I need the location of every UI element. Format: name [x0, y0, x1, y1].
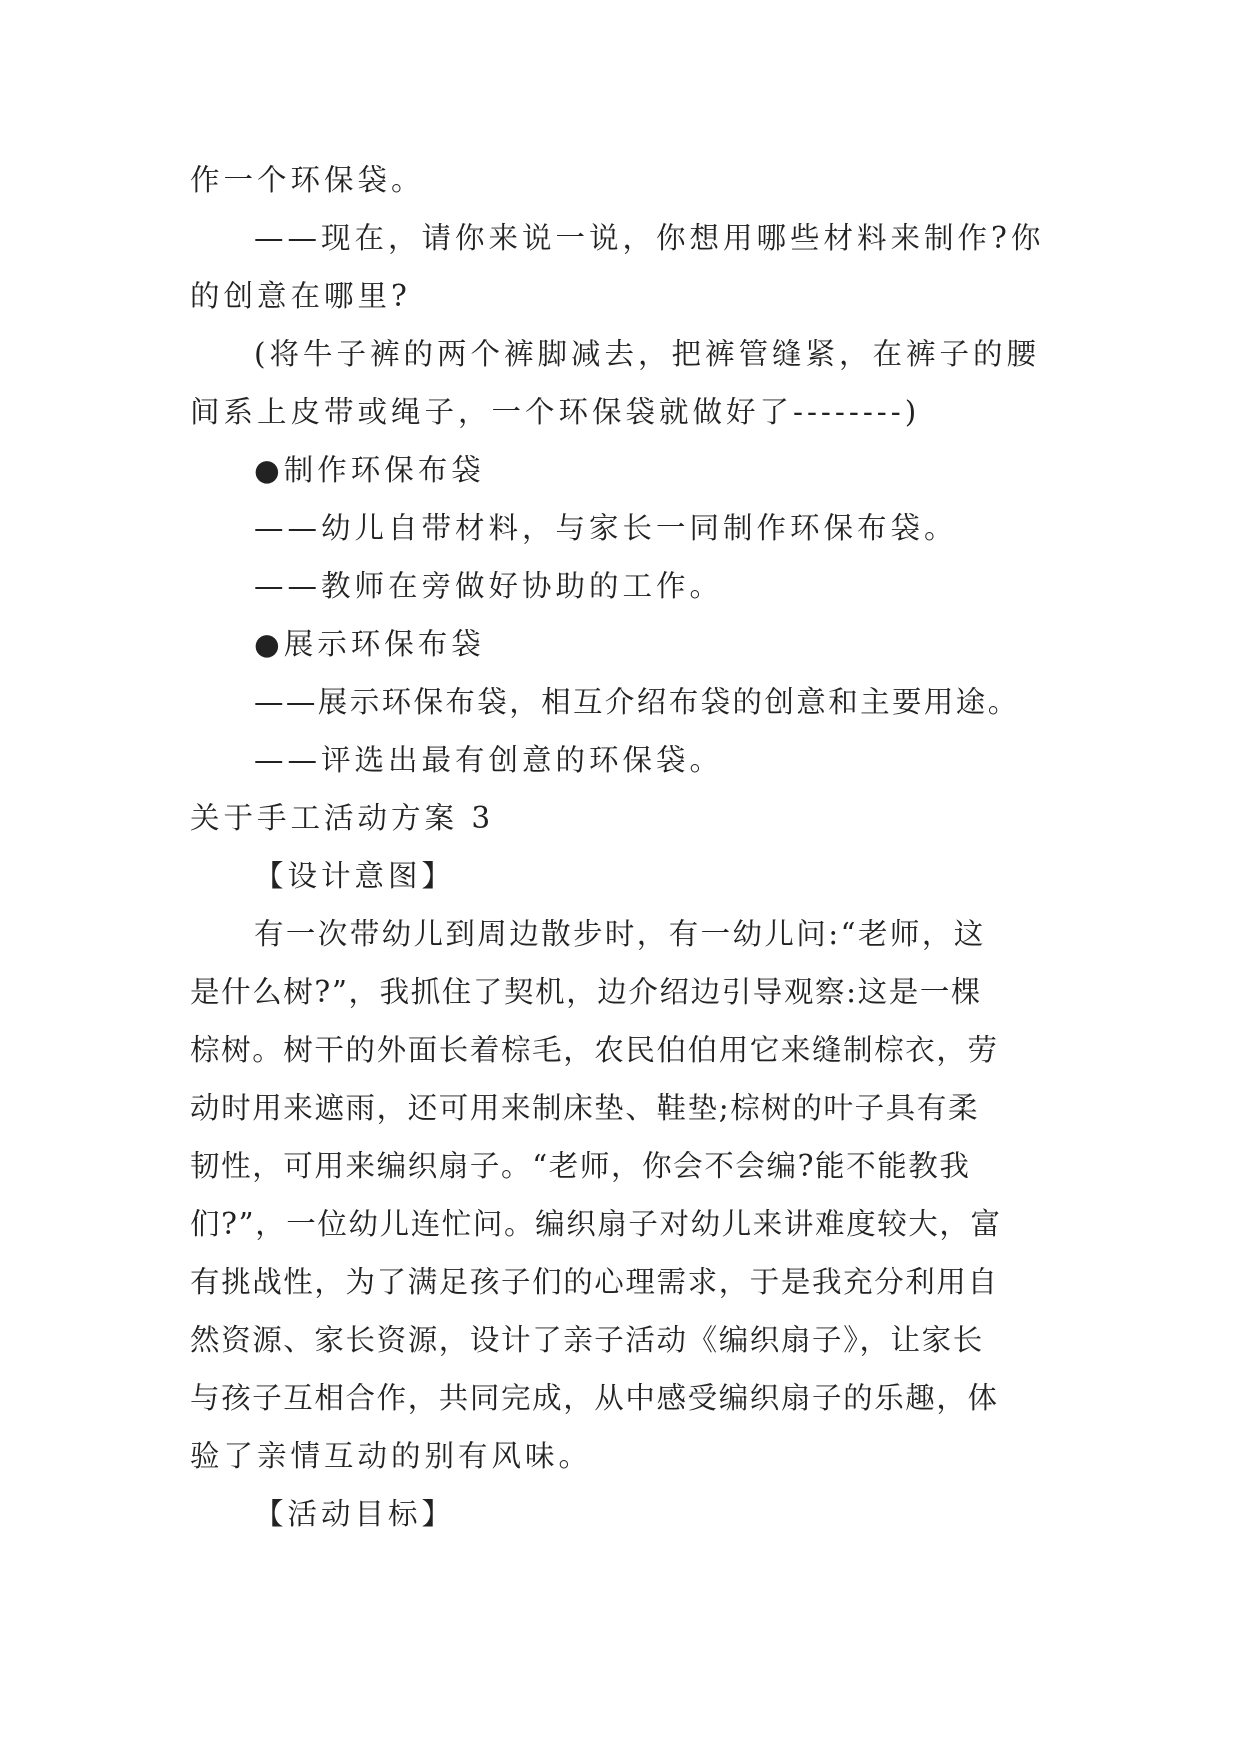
text-line-21: 然资源、家长资源，设计了亲子活动《编织扇子》，让家长 — [190, 1323, 984, 1357]
text-line-14: 有一次带幼儿到周边散步时，有一幼儿问:“老师，这 — [254, 917, 986, 951]
text-line-1: 作一个环保袋。 — [190, 163, 425, 197]
section-heading-show-bag: ●展示环保布袋 — [254, 627, 485, 661]
text-line-11: ——评选出最有创意的环保袋。 — [254, 743, 724, 777]
text-line-20: 有挑战性，为了满足孩子们的心理需求，于是我充分利用自 — [190, 1265, 999, 1299]
text-line-3: 的创意在哪里? — [190, 279, 411, 313]
text-line-19: 们?”，一位幼儿连忙问。编织扇子对幼儿来讲难度较大，富 — [190, 1207, 1002, 1241]
section-heading-activity-goals: 【活动目标】 — [254, 1497, 456, 1531]
text-line-16: 棕树。树干的外面长着棕毛，农民伯伯用它来缝制棕衣，劳 — [190, 1033, 999, 1067]
section-heading-design-intent: 【设计意图】 — [254, 859, 456, 893]
text-line-7: ——幼儿自带材料，与家长一同制作环保布袋。 — [254, 511, 958, 545]
text-line-15: 是什么树?”，我抓住了契机，边介绍边引导观察:这是一棵 — [190, 975, 983, 1009]
text-line-4: (将牛子裤的两个裤脚减去，把裤管缝紧，在裤子的腰 — [254, 337, 1041, 371]
text-line-17: 动时用来遮雨，还可用来制床垫、鞋垫;棕树的叶子具有柔 — [190, 1091, 980, 1125]
document-heading: 关于手工活动方案 3 — [190, 801, 495, 835]
text-line-22: 与孩子互相合作，共同完成，从中感受编织扇子的乐趣，体 — [190, 1381, 999, 1415]
text-line-8: ——教师在旁做好协助的工作。 — [254, 569, 724, 603]
text-line-23: 验了亲情互动的别有风味。 — [190, 1439, 593, 1473]
text-line-10: ——展示环保布袋，相互介绍布袋的创意和主要用途。 — [254, 685, 1020, 719]
text-line-18: 韧性，可用来编织扇子。“老师，你会不会编?能不能教我 — [190, 1149, 971, 1183]
text-line-5: 间系上皮带或绳子，一个环保袋就做好了--------) — [190, 395, 921, 429]
section-heading-make-bag: ●制作环保布袋 — [254, 453, 485, 487]
text-line-2: ——现在，请你来说一说，你想用哪些材料来制作?你 — [254, 221, 1045, 255]
